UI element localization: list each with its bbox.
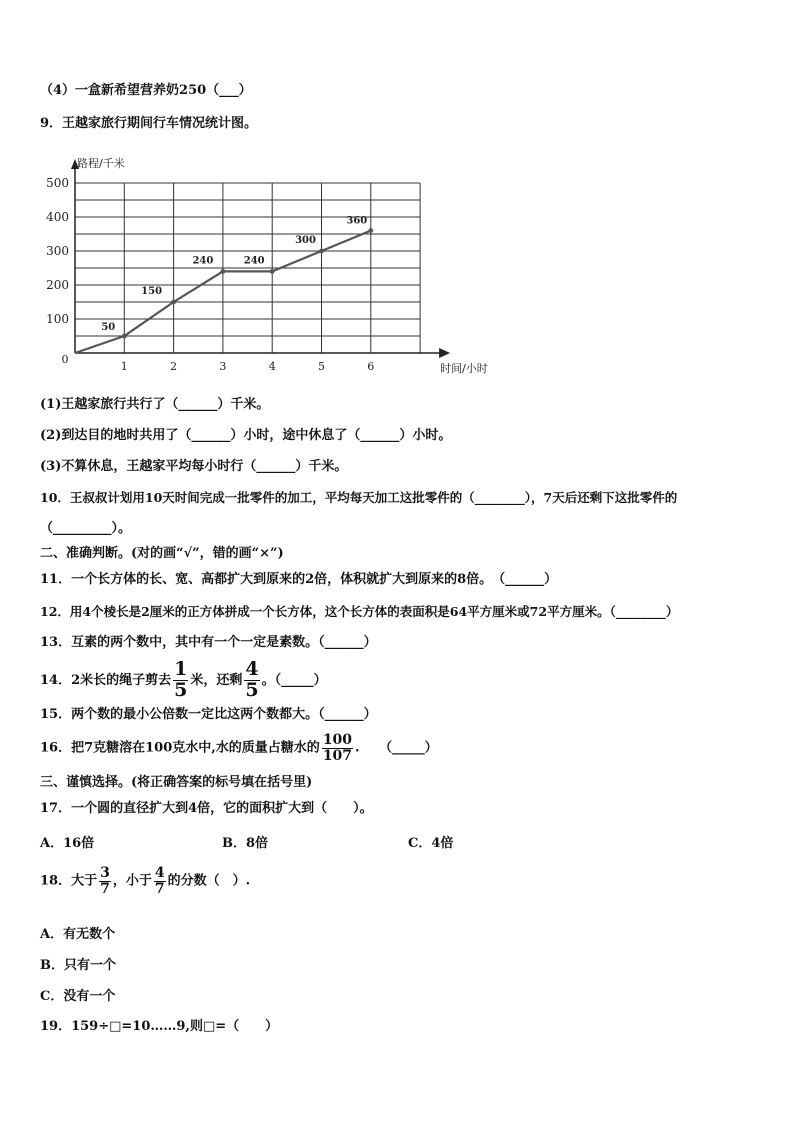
y-tick-label: 400 (46, 210, 69, 224)
q9-sub1: (1)王越家旅行共行了（______）千米。 (40, 397, 270, 412)
travel-line-chart (28, 150, 488, 375)
x-tick-label: 5 (318, 360, 325, 373)
y-axis-label: 路程/千米 (77, 157, 125, 170)
x-tick-label: 6 (367, 360, 375, 373)
data-label: 50 (101, 322, 116, 333)
fraction-1-5: $\frac{1}{5}$ (174, 658, 188, 701)
data-point (368, 228, 373, 233)
data-point (319, 249, 324, 254)
data-label: 360 (346, 215, 368, 227)
q18 (40, 866, 250, 896)
fraction-3-7: $\frac{3}{7}$ (100, 865, 110, 897)
section-3-heading: 三、谨慎选择。(将正确答案的标号填在括号里) (40, 775, 313, 790)
fraction-4-7: $\frac{4}{7}$ (154, 865, 165, 897)
data-point (221, 269, 226, 274)
q17-option-a: A．16倍 (40, 836, 95, 851)
x-tick-label: 3 (219, 360, 227, 373)
q18-option-a: A．有无数个 (40, 927, 116, 942)
q14-pre: 14．2米长的绳子剪去 (40, 672, 172, 688)
q14-post: 。（_____） (261, 672, 327, 688)
q9-sub2: (2)到达目的地时共用了（______）小时，途中休息了（______）小时。 (40, 428, 452, 443)
q19: 19．159÷□=10……9,则□=（ ） (40, 1019, 279, 1034)
q17-stem: 17．一个圆的直径扩大到4倍，它的面积扩大到（ ）。 (40, 801, 373, 816)
x-tick-label: 1 (120, 360, 128, 373)
q16-post: . （_____） (355, 740, 438, 756)
q14-mid: 米，还剩 (190, 672, 243, 688)
chart-series (75, 228, 373, 353)
data-label: 240 (192, 255, 214, 267)
section-2-heading: 二、准确判断。(对的画“√”，错的画“×”) (40, 546, 284, 561)
data-point (171, 300, 176, 305)
fraction-4-5: $\frac{4}{5}$ (245, 658, 259, 701)
q18-mid: ，小于 (112, 873, 152, 889)
q12: 12．用4个棱长是2厘米的正方体拼成一个长方体，这个长方体的表面积是64平方厘米或72平方厘米。（________） (40, 604, 679, 619)
data-label: 300 (295, 235, 316, 246)
chart-labels (46, 156, 488, 375)
data-point (122, 334, 127, 339)
q9-title: 9．王越家旅行期间行车情况统计图。 (40, 116, 258, 131)
y-tick-label: 100 (46, 312, 69, 326)
q18-option-c: C．没有一个 (40, 989, 116, 1004)
q16 (40, 733, 438, 763)
q16-pre: 16．把7克糖溶在100克水中,水的质量占糖水的 (40, 740, 320, 756)
data-label: 150 (141, 286, 163, 297)
q18-pre: 18．大于 (40, 873, 98, 889)
q13: 13．互素的两个数中，其中有一个一定是素数。（______） (40, 635, 377, 650)
q14 (40, 660, 327, 701)
q11: 11．一个长方体的长、宽、高都扩大到原来的2倍，体积就扩大到原来的8倍。 （______） (40, 572, 558, 587)
data-label: 240 (243, 255, 265, 267)
q10-line2: （_________）。 (40, 521, 132, 536)
origin-label: 0 (61, 353, 69, 366)
y-tick-label: 200 (46, 278, 69, 292)
q4-item: （4）一盒新希望营养奶250（___） (40, 83, 252, 98)
data-point (270, 269, 275, 274)
x-tick-label: 4 (268, 360, 276, 373)
q17-option-b: B．8倍 (222, 836, 269, 851)
q9-sub3: (3)不算休息，王越家平均每小时行（______）千米。 (40, 459, 348, 474)
q17-option-c: C．4倍 (408, 836, 454, 851)
q18-option-b: B．只有一个 (40, 958, 116, 973)
fraction-100-107: $\frac{100}{107}$ (322, 732, 353, 764)
q10-line1: 10．王叔叔计划用10天时间完成一批零件的加工，平均每天加工这批零件的（________），7天后还剩下这批零件的 (40, 490, 678, 505)
y-tick-label: 500 (46, 176, 69, 190)
x-axis-arrow (439, 348, 450, 358)
x-tick-label: 2 (170, 360, 178, 373)
x-axis-label: 时间/小时 (440, 362, 488, 375)
q18-post: 的分数（ ）. (167, 873, 251, 889)
chart-grid (75, 183, 420, 353)
y-tick-label: 300 (46, 244, 69, 258)
q15: 15．两个数的最小公倍数一定比这两个数都大。（______） (40, 707, 377, 722)
